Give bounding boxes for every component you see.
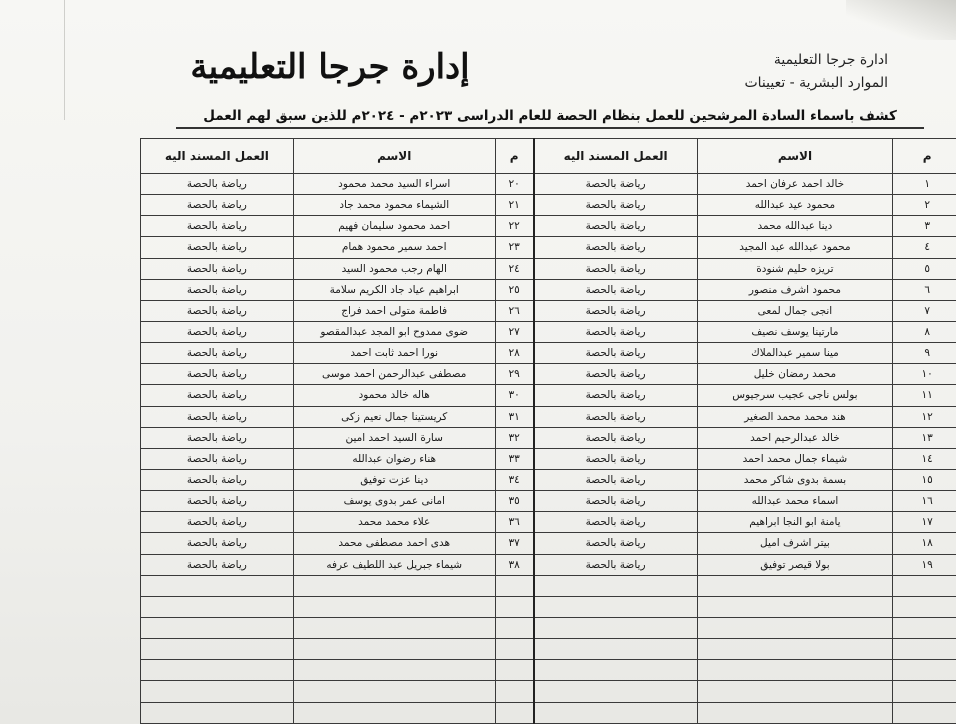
cell-num-right: ٥ [893,258,956,279]
cell-num-left: ٢٨ [495,343,533,364]
cell-name-left [293,639,495,660]
cell-job-right: رياضة بالحصة [534,533,697,554]
cell-num-left: ٢٧ [495,321,533,342]
cell-job-right: رياضة بالحصة [534,448,697,469]
cell-name-left: كريستينا جمال نعيم زكى [293,406,495,427]
table-row [141,660,956,681]
cell-num-right: ١٦ [893,491,956,512]
cell-num-right: ٨ [893,321,956,342]
table-row [141,300,956,321]
cell-name-right [697,660,893,681]
cell-job-right: رياضة بالحصة [534,385,697,406]
cell-name-right: محمود عبدالله عبد المجيد [697,237,893,258]
cell-job-right: رياضة بالحصة [534,554,697,575]
cell-num-right: ١ [893,174,956,195]
cell-name-right: خالد عبدالرحيم احمد [697,427,893,448]
cell-job-right: رياضة بالحصة [534,469,697,490]
cell-job-right: رياضة بالحصة [534,343,697,364]
table-header-row [141,139,956,174]
table-row [141,639,956,660]
cell-num-right [893,596,956,617]
cell-job-right: رياضة بالحصة [534,491,697,512]
cell-name-left: سارة السيد احمد امين [293,427,495,448]
table-row [141,216,956,237]
cell-num-right: ٧ [893,300,956,321]
cell-job-right: رياضة بالحصة [534,427,697,448]
cell-num-right [893,617,956,638]
table-row [141,554,956,575]
table-row [141,174,956,195]
cell-num-left: ٢٠ [495,174,533,195]
cell-job-left [141,596,294,617]
cell-name-left: دينا عزت توفيق [293,469,495,490]
cell-num-left: ٢١ [495,195,533,216]
candidates-table [140,138,956,724]
cell-num-left [495,702,533,723]
cell-job-left: رياضة بالحصة [141,448,294,469]
cell-name-left: مصطفى عبدالرحمن احمد موسى [293,364,495,385]
cell-name-left: علاء محمد محمد [293,512,495,533]
cell-num-left [495,575,533,596]
cell-num-right: ١٧ [893,512,956,533]
table-row [141,385,956,406]
table-row [141,575,956,596]
cell-name-right: مارتينا يوسف نصيف [697,321,893,342]
table-row [141,195,956,216]
cell-job-left: رياضة بالحصة [141,216,294,237]
cell-num-left [495,639,533,660]
cell-num-left [495,660,533,681]
cell-name-left: هدى احمد مصطفى محمد [293,533,495,554]
table-row [141,491,956,512]
cell-num-left: ٢٣ [495,237,533,258]
cell-num-left [495,596,533,617]
cell-name-right: اسماء محمد عبدالله [697,491,893,512]
cell-name-right: محمود اشرف منصور [697,279,893,300]
cell-job-left: رياضة بالحصة [141,533,294,554]
cell-job-left [141,575,294,596]
cell-name-left: ضوى ممدوح ابو المجد عبدالمقصو [293,321,495,342]
cell-name-right [697,617,893,638]
cell-num-right: ١٣ [893,427,956,448]
cell-num-left: ٣٥ [495,491,533,512]
table-row [141,321,956,342]
cell-job-left: رياضة بالحصة [141,195,294,216]
cell-num-right [893,575,956,596]
cell-num-left [495,617,533,638]
cell-job-right: رياضة بالحصة [534,321,697,342]
cell-job-right: رياضة بالحصة [534,195,697,216]
cell-name-right: خالد احمد عرفان احمد [697,174,893,195]
cell-name-right: شيماء جمال محمد احمد [697,448,893,469]
cell-num-left [495,681,533,702]
cell-num-right: ١١ [893,385,956,406]
table-row [141,702,956,723]
header-name-right: الاسم [697,139,893,174]
cell-num-right: ١٨ [893,533,956,554]
cell-job-right [534,702,697,723]
department-section: الموارد البشرية - تعيينات [744,75,888,91]
cell-num-right: ٦ [893,279,956,300]
cell-job-right [534,617,697,638]
cell-num-right [893,639,956,660]
cell-job-right [534,575,697,596]
cell-num-right: ١٠ [893,364,956,385]
cell-name-left: احمد سمير محمود همام [293,237,495,258]
cell-num-right: ١٢ [893,406,956,427]
cell-name-right [697,702,893,723]
cell-name-right [697,596,893,617]
cell-name-right [697,639,893,660]
cell-name-left: اسراء السيد محمد محمود [293,174,495,195]
cell-name-left: نورا احمد ثابت احمد [293,343,495,364]
cell-name-right: دينا عبدالله محمد [697,216,893,237]
cell-name-right: مينا سمير عبدالملاك [697,343,893,364]
cell-job-left: رياضة بالحصة [141,385,294,406]
cell-job-left [141,617,294,638]
margin-line [64,0,65,120]
cell-job-right [534,639,697,660]
cell-name-left [293,596,495,617]
cell-job-right: رياضة بالحصة [534,237,697,258]
cell-num-left: ٢٤ [495,258,533,279]
cell-num-right [893,681,956,702]
cell-num-left: ٣١ [495,406,533,427]
cell-job-left: رياضة بالحصة [141,491,294,512]
cell-name-right [697,575,893,596]
cell-name-right [697,681,893,702]
document-title: إدارة جرجا التعليمية [190,47,470,87]
cell-job-left: رياضة بالحصة [141,279,294,300]
cell-name-left: ابراهيم عياد جاد الكريم سلامة [293,279,495,300]
department-name: ادارة جرجا التعليمية [773,52,888,68]
cell-job-right [534,681,697,702]
cell-num-left: ٣٦ [495,512,533,533]
cell-name-right: تريزه حليم شنودة [697,258,893,279]
document-subtitle: كشف باسماء السادة المرشحين للعمل بنظام الحصة للعام الدراسى ٢٠٢٣م - ٢٠٢٤م للذين سبق لهم العمل [203,108,897,124]
cell-job-left: رياضة بالحصة [141,321,294,342]
table-row [141,343,956,364]
table-row [141,364,956,385]
cell-job-left [141,639,294,660]
cell-num-right [893,702,956,723]
cell-num-left: ٣٤ [495,469,533,490]
header-name-left: الاسم [293,139,495,174]
table-row [141,512,956,533]
cell-name-right: هند محمد محمد الصغير [697,406,893,427]
cell-num-right [893,660,956,681]
cell-num-right: ١٩ [893,554,956,575]
subtitle-underline [176,127,924,129]
cell-name-left [293,575,495,596]
cell-name-left: هاله خالد محمود [293,385,495,406]
cell-name-right: انجى جمال لمعى [697,300,893,321]
cell-name-left: احمد محمود سليمان فهيم [293,216,495,237]
cell-job-left: رياضة بالحصة [141,469,294,490]
table-row [141,406,956,427]
table-row [141,617,956,638]
cell-num-right: ٤ [893,237,956,258]
cell-name-left: الهام رجب محمود السيد [293,258,495,279]
cell-num-right: ٣ [893,216,956,237]
cell-name-right: يامنة ابو النجا ابراهيم [697,512,893,533]
table-row [141,681,956,702]
cell-job-left: رياضة بالحصة [141,512,294,533]
table-row [141,237,956,258]
cell-num-left: ٢٩ [495,364,533,385]
cell-job-left: رياضة بالحصة [141,427,294,448]
cell-num-left: ٢٦ [495,300,533,321]
cell-job-left: رياضة بالحصة [141,258,294,279]
cell-job-left [141,702,294,723]
cell-job-right: رياضة بالحصة [534,174,697,195]
cell-num-right: ٢ [893,195,956,216]
table-row [141,533,956,554]
cell-job-right: رياضة بالحصة [534,406,697,427]
cell-num-right: ١٥ [893,469,956,490]
cell-num-left: ٣٠ [495,385,533,406]
table-row [141,427,956,448]
cell-job-left: رياضة بالحصة [141,554,294,575]
table-body [141,174,956,724]
cell-job-right: رياضة بالحصة [534,512,697,533]
cell-name-left: شيماء جبريل عبد اللطيف عرفه [293,554,495,575]
cell-num-left: ٢٢ [495,216,533,237]
cell-job-left: رياضة بالحصة [141,364,294,385]
cell-name-left [293,660,495,681]
cell-job-right [534,660,697,681]
cell-name-left [293,702,495,723]
cell-job-left [141,660,294,681]
cell-name-left: هناء رضوان عبدالله [293,448,495,469]
cell-name-left: فاطمة متولى احمد فراج [293,300,495,321]
cell-num-left: ٢٥ [495,279,533,300]
cell-num-left: ٣٧ [495,533,533,554]
header-job-left: العمل المسند اليه [141,139,294,174]
table-row [141,596,956,617]
cell-name-right: بولس ناجى عجيب سرجيوس [697,385,893,406]
cell-job-right: رياضة بالحصة [534,364,697,385]
cell-job-right [534,596,697,617]
header-num-left: م [495,139,533,174]
cell-job-right: رياضة بالحصة [534,216,697,237]
table-row [141,258,956,279]
cell-name-right: بسمة بدوى شاكر محمد [697,469,893,490]
header-job-right: العمل المسند اليه [534,139,697,174]
cell-name-right: بولا قيصر توفيق [697,554,893,575]
cell-job-left [141,681,294,702]
cell-name-right: بيتر اشرف اميل [697,533,893,554]
cell-job-left: رياضة بالحصة [141,406,294,427]
cell-job-right: رياضة بالحصة [534,300,697,321]
cell-name-left: الشيماء محمود محمد جاد [293,195,495,216]
cell-name-left [293,681,495,702]
cell-num-right: ١٤ [893,448,956,469]
table-row [141,448,956,469]
cell-job-right: رياضة بالحصة [534,279,697,300]
table-row [141,279,956,300]
cell-num-left: ٣٢ [495,427,533,448]
cell-job-left: رياضة بالحصة [141,343,294,364]
cell-name-right: محمد رمضان خليل [697,364,893,385]
cell-job-left: رياضة بالحصة [141,174,294,195]
page-fold-shadow [846,0,956,40]
header-num-right: م [893,139,956,174]
cell-job-right: رياضة بالحصة [534,258,697,279]
cell-job-left: رياضة بالحصة [141,300,294,321]
cell-job-left: رياضة بالحصة [141,237,294,258]
cell-num-left: ٣٣ [495,448,533,469]
cell-name-left: امانى عمر بدوى يوسف [293,491,495,512]
cell-name-left [293,617,495,638]
cell-num-left: ٣٨ [495,554,533,575]
table-row [141,469,956,490]
cell-name-right: محمود عيد عبدالله [697,195,893,216]
cell-num-right: ٩ [893,343,956,364]
